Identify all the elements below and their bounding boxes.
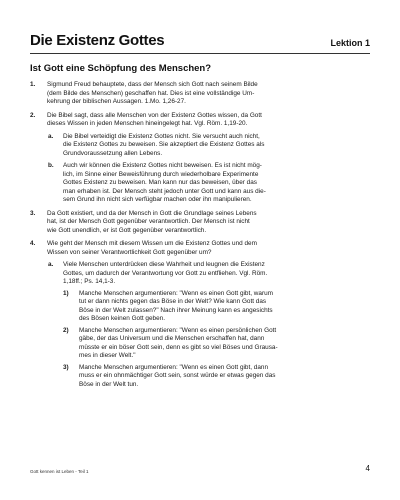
- text-line: Gottes Existenz zu beweisen. Man kann nur das beweisen, über das: [63, 179, 257, 186]
- text-line: die Existenz Gottes zu beweisen. Sie akzeptiert die Existenz Gottes als: [63, 141, 265, 148]
- text-line: Wissen von seiner Verantwortlichkeit Gott gegenüber um?: [47, 248, 212, 256]
- text-line: Viele Menschen unterdrücken diese Wahrheit und leugnen die Existenz: [63, 261, 265, 268]
- text-line: wie Gott unendlich, er ist Gott gegenüber verantwortlich.: [47, 226, 207, 234]
- sub-item: [47, 133, 370, 159]
- text-line: 1,18ff.; Ps. 14,1-3.: [63, 278, 116, 285]
- argument-point: [63, 364, 370, 390]
- text-line: man erhaben ist. Der Mensch steht jedoch unter Gott und kann aus die-: [63, 187, 266, 195]
- text-line: sem Grund ihn nicht sich verfügbar machen oder ihn manipulieren.: [63, 196, 252, 203]
- content-body: [30, 81, 370, 394]
- sub-item-label: a.: [48, 261, 54, 268]
- text-line: Da Gott existiert, und da der Mensch in Gott die Grundlage seines Lebens: [47, 209, 257, 217]
- sub-item: [47, 261, 370, 389]
- text-line: Böse in der Welt tun.: [79, 380, 139, 388]
- sub-item-label: a.: [48, 132, 54, 140]
- text-line: mes in dieser Welt.": [79, 352, 136, 359]
- item-number: 3.: [30, 209, 36, 217]
- text-line: dieses Wissen in jeden Menschen hineingelegt hat. Vgl. Röm. 1,19-20.: [47, 120, 248, 127]
- text-line: Gottes, um dadurch der Verantwortung vor Gott zu entfliehen. Vgl. Röm.: [63, 269, 268, 277]
- point-label: 1): [63, 289, 69, 297]
- text-line: Auch wir können die Existenz Gottes nicht beweisen. Es ist nicht mög-: [63, 162, 262, 169]
- point-label: 3): [63, 363, 69, 371]
- text-line: Manche Menschen argumentieren: "Wenn es einen Gott gibt, warum: [79, 289, 273, 297]
- text-line: Manche Menschen argumentieren: "Wenn es einen Gott gibt, dann: [79, 363, 269, 371]
- text-line: hat, ist der Mensch Gott gegenüber verantwortlich. Der Mensch ist nicht: [47, 218, 250, 225]
- text-line: müsste er ein böser Gott sein, denn es gibt so viel Böses und Grausa-: [79, 343, 278, 351]
- header-divider: [30, 53, 370, 54]
- text-line: tut er dann nichts gegen das Böse in der Welt? Wie kann Gott das: [79, 298, 267, 305]
- text-line: gäbe, der das Universum und die Menschen erschaffen hat, dann: [79, 335, 265, 342]
- lesson-label: Lektion 1: [330, 38, 370, 48]
- section-heading: Ist Gott eine Schöpfung des Menschen?: [30, 63, 212, 74]
- numbered-item: [30, 240, 370, 389]
- footer-book-title: Gott kennen ist Leben - Teil 1: [30, 469, 89, 474]
- text-line: (dem Bilde des Menschen) geschaffen hat. Dies ist eine vollständige Um-: [47, 89, 255, 97]
- text-line: lich, im Sinne einer Beweisführung durch wiederholbare Experimente: [63, 170, 259, 178]
- numbered-item: [30, 112, 370, 205]
- page-title: Die Existenz Gottes: [30, 32, 165, 49]
- text-line: des Bösen keinen Gott geben.: [79, 315, 165, 322]
- text-line: Grundvoraussetzung allen Lebens.: [63, 149, 163, 157]
- page-number: 4: [365, 464, 370, 473]
- item-number: 4.: [30, 240, 36, 247]
- point-label: 2): [63, 326, 69, 334]
- numbered-item: [30, 210, 370, 236]
- text-line: Böse in der Welt zulassen?" Nach ihrer Meinung kann es angesichts: [79, 306, 273, 314]
- text-line: Manche Menschen argumentieren: "Wenn es einen persönlichen Gott: [79, 326, 277, 334]
- text-line: Wie geht der Mensch mit diesem Wissen um die Existenz Gottes und dem: [47, 240, 257, 247]
- item-number: 1.: [30, 81, 36, 88]
- argument-point: [63, 327, 370, 361]
- sub-item: [47, 162, 370, 205]
- sub-item-label: b.: [48, 162, 54, 169]
- text-line: Sigmund Freud behauptete, dass der Mensch sich Gott nach seinem Bilde: [47, 81, 258, 88]
- argument-point: [63, 290, 370, 324]
- item-number: 2.: [30, 111, 36, 119]
- text-line: muss er ein ohnmächtiger Gott sein, sonst würde er etwas gegen das: [79, 372, 276, 379]
- text-line: Die Bibel verteidigt die Existenz Gottes nicht. Sie versucht auch nicht,: [63, 132, 260, 140]
- text-line: Die Bibel sagt, dass alle Menschen von der Existenz Gottes wissen, da Gott: [47, 111, 262, 119]
- text-line: kehrung der biblischen Aussagen. 1.Mo. 1,26-27.: [47, 98, 186, 105]
- numbered-item: [30, 81, 370, 107]
